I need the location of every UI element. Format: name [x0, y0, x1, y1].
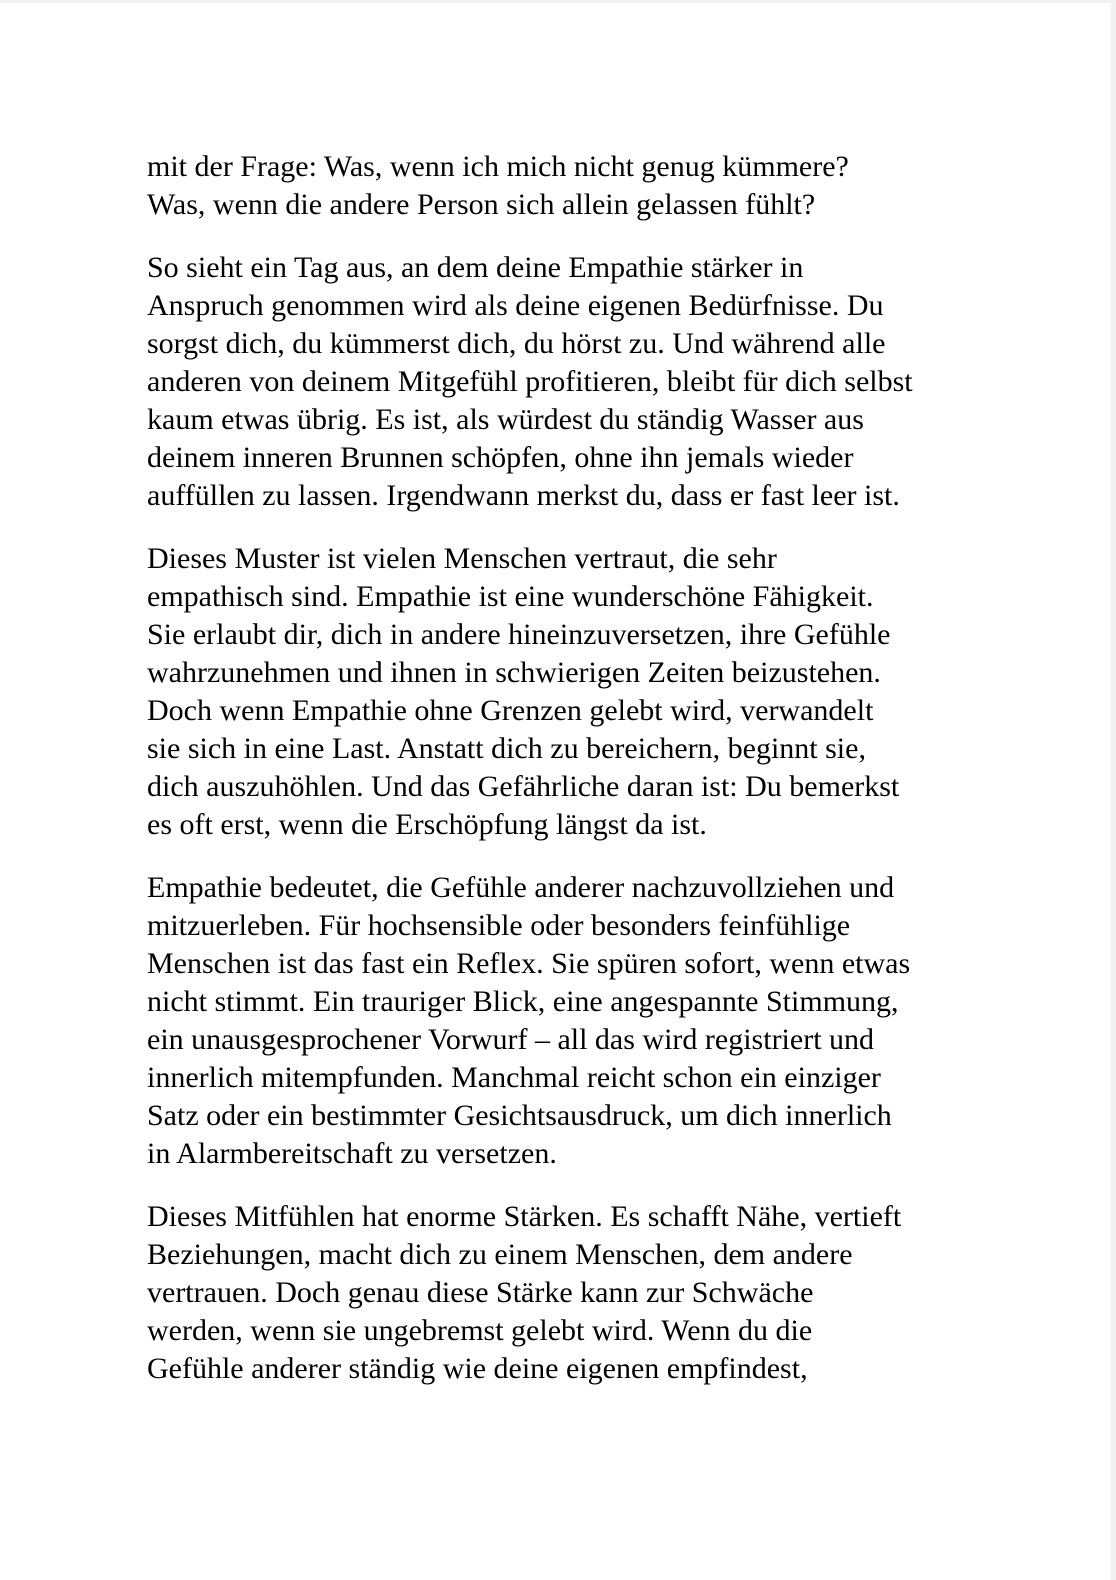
text-line: nicht stimmt. Ein trauriger Blick, eine angespannte Stimmung, — [147, 985, 899, 1018]
text-line: sie sich in eine Last. Anstatt dich zu bereichern, beginnt sie, — [147, 732, 866, 765]
text-line: auffüllen zu lassen. Irgendwann merkst du, dass er fast leer ist. — [147, 479, 900, 512]
text-line: in Alarmbereitschaft zu versetzen. — [147, 1137, 557, 1170]
text-line: Gefühle anderer ständig wie deine eigenen empfindest, — [147, 1352, 808, 1385]
paragraph — [147, 1198, 1007, 1388]
text-line: sorgst dich, du kümmerst dich, du hörst zu. Und während alle — [147, 327, 886, 360]
paragraph — [147, 869, 1007, 1173]
text-line: Doch wenn Empathie ohne Grenzen gelebt wird, verwandelt — [147, 694, 874, 727]
text-line: Empathie bedeutet, die Gefühle anderer nachzuvollziehen und — [147, 871, 895, 904]
text-line: Satz oder ein bestimmter Gesichtsausdruck, um dich innerlich — [147, 1099, 892, 1132]
text-line: es oft erst, wenn die Erschöpfung längst da ist. — [147, 808, 707, 841]
text-line: Beziehungen, macht dich zu einem Menschen, dem andere — [147, 1238, 853, 1271]
text-line: Sie erlaubt dir, dich in andere hineinzuversetzen, ihre Gefühle — [147, 618, 891, 651]
text-line: anderen von deinem Mitgefühl profitieren, bleibt für dich selbst — [147, 365, 913, 398]
page-top-edge — [0, 0, 1116, 3]
text-line: Dieses Muster ist vielen Menschen vertraut, die sehr — [147, 542, 777, 575]
text-line: Menschen ist das fast ein Reflex. Sie spüren sofort, wenn etwas — [147, 947, 911, 980]
text-line: ein unausgesprochener Vorwurf – all das wird registriert und — [147, 1023, 875, 1056]
text-line: mitzuerleben. Für hochsensible oder besonders feinfühlige — [147, 909, 851, 942]
text-line: Was, wenn die andere Person sich allein gelassen fühlt? — [147, 188, 816, 221]
paragraph — [147, 540, 1007, 844]
text-line: vertrauen. Doch genau diese Stärke kann zur Schwäche — [147, 1276, 814, 1309]
text-line: innerlich mitempfunden. Manchmal reicht schon ein einziger — [147, 1061, 881, 1094]
page-right-edge — [1111, 0, 1116, 1580]
text-line: mit der Frage: Was, wenn ich mich nicht genug kümmere? — [147, 150, 849, 183]
text-line: empathisch sind. Empathie ist eine wunderschöne Fähigkeit. — [147, 580, 874, 613]
text-line: dich auszuhöhlen. Und das Gefährliche daran ist: Du bemerkst — [147, 770, 900, 803]
document-text-block — [147, 148, 1007, 1413]
text-line: werden, wenn sie ungebremst gelebt wird. Wenn du die — [147, 1314, 813, 1347]
text-line: Anspruch genommen wird als deine eigenen Bedürfnisse. Du — [147, 289, 884, 322]
paragraph — [147, 249, 1007, 515]
text-line: So sieht ein Tag aus, an dem deine Empathie stärker in — [147, 251, 804, 284]
paragraph — [147, 148, 1007, 224]
text-line: wahrzunehmen und ihnen in schwierigen Zeiten beizustehen. — [147, 656, 881, 689]
text-line: deinem inneren Brunnen schöpfen, ohne ihn jemals wieder — [147, 441, 854, 474]
text-line: kaum etwas übrig. Es ist, als würdest du ständig Wasser aus — [147, 403, 864, 436]
text-line: Dieses Mitfühlen hat enorme Stärken. Es schafft Nähe, vertieft — [147, 1200, 902, 1233]
